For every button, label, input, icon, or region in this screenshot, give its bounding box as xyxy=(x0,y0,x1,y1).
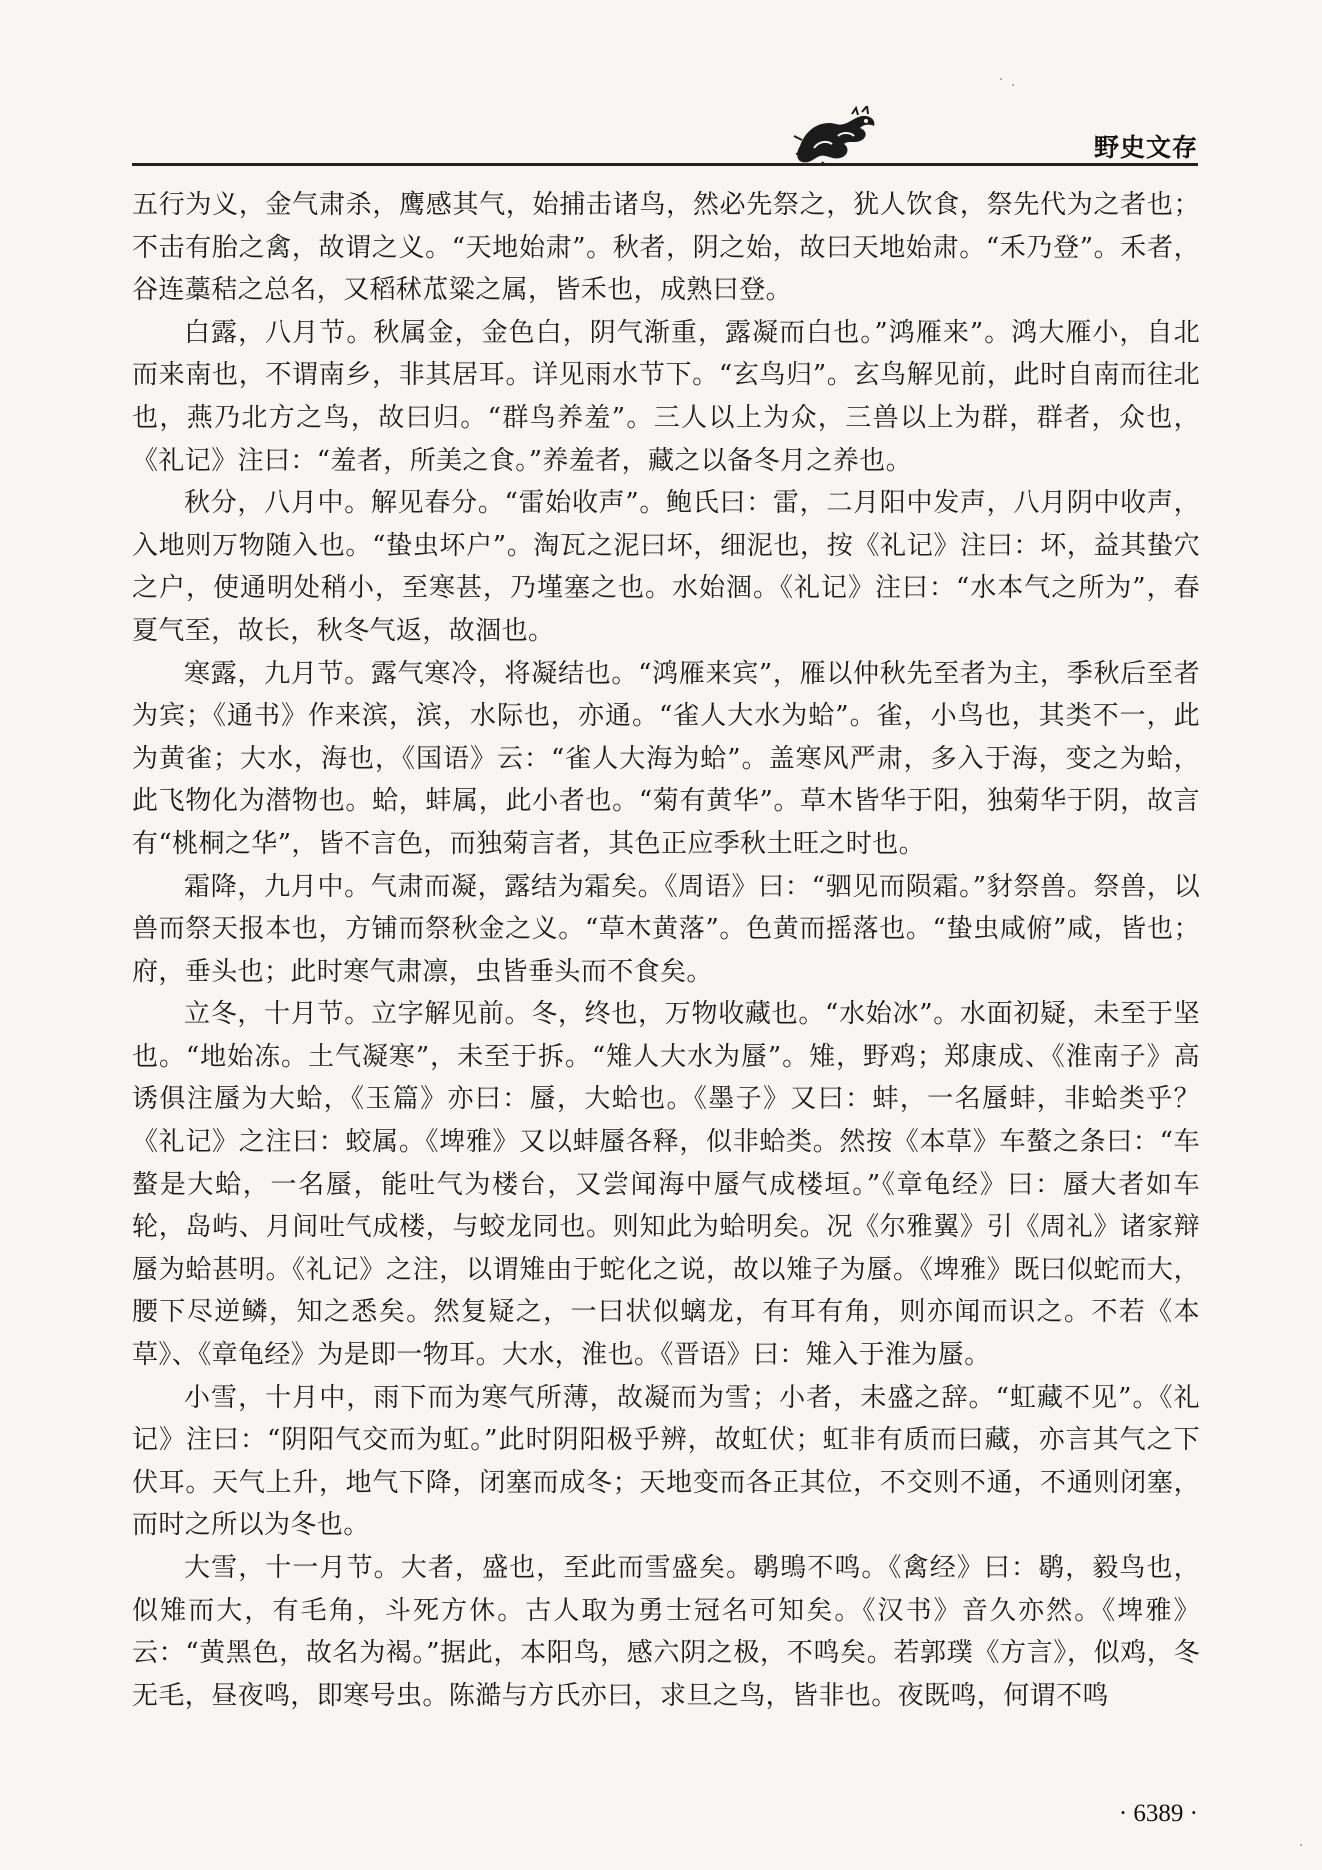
paragraph: 五行为义，金气肃杀，鹰感其气，始捕击诸鸟，然必先祭之，犹人饮食，祭先代为之者也；不击有胎之禽，故谓之义。“天地始肃”。秋者，阴之始，故曰天地始肃。“禾乃登”。禾者，谷连藁秸之总名，又稻秫苽粱之属，皆禾也，成熟曰登。 xyxy=(132,190,1200,306)
dragon-icon xyxy=(792,106,882,166)
paragraph: 白露，八月节。秋属金，金色白，阴气渐重，露凝而白也。”鸿雁来”。鸿大雁小，自北而来南也，不谓南乡，非其居耳。详见雨水节下。“玄鸟归”。玄鸟解见前，此时自南而往北也，燕乃北方之鸟，故曰归。“群鸟养羞”。三人以上为众，三兽以上为群，群者，众也，《礼记》注曰：“羞者，所美之食。”养羞者，藏之以备冬月之养也。 xyxy=(132,317,1200,476)
header-title: 野史文存 xyxy=(1093,133,1198,162)
scan-speck xyxy=(1000,78,1002,80)
page-header xyxy=(132,100,1198,166)
scan-speck xyxy=(1300,1844,1302,1846)
paragraph: 大雪，十一月节。大者，盛也，至此而雪盛矣。鹖鴠不鸣。《禽经》曰：鹖，毅鸟也，似雉而大，有毛角，斗死方休。古人取为勇士冠名可知矣。《汉书》音久亦然。《埤雅》云：“黄黑色，故名为褐。”据此，本阳鸟，感六阴之极，不鸣矣。若郭璞《方言》，似鸡，冬无毛，昼夜鸣，即寒号虫。陈澔与方氏亦曰，求旦之鸟，皆非也。夜既鸣，何谓不鸣 xyxy=(132,1553,1200,1711)
page-number: · 6389 · xyxy=(1118,1800,1198,1827)
paragraph: 霜降，九月中。气肃而凝，露结为霜矣。《周语》曰：“驷见而陨霜。”豺祭兽。祭兽，以兽而祭天报本也，方铺而祭秋金之义。“草木黄落”。色黄而摇落也。“蛰虫咸俯”咸，皆也；府，垂头也；此时寒气肃凛，虫皆垂头而不食矣。 xyxy=(132,871,1200,987)
scan-speck xyxy=(1012,84,1014,86)
header-rule xyxy=(132,163,1198,166)
paragraph: 立冬，十月节。立字解见前。冬，终也，万物收藏也。“水始冰”。水面初疑，未至于坚也。“地始冻。土气凝寒”，未至于拆。“雉人大水为蜃”。雉，野鸡；郑康成、《淮南子》高诱俱注蜃为大蛤，《玉篇》亦曰：蜃，大蛤也。《墨子》又曰：蚌，一名蜃蚌，非蛤类乎？《礼记》之注曰：蛟属。《埤雅》又以蚌蜃各释，似非蛤类。然按《本草》车螯之条曰：“车螯是大蛤，一名蜃，能吐气为楼台，又尝闻海中蜃气成楼垣。”《章龟经》曰：蜃大者如车轮，岛屿、月间吐气成楼，与蛟龙同也。则知此为蛤明矣。况《尔雅翼》引《周礼》诸家辩蜃为蛤甚明。《礼记》之注，以谓雉由于蛇化之说，故以雉子为蜃。《埤雅》既曰似蛇而大，腰下尽逆鳞，知之悉矣。然复疑之，一曰状似螭龙，有耳有角，则亦闻而识之。不若《本草》、《章龟经》为是即一物耳。大水，淮也。《晋语》曰：雉入于淮为蜃。 xyxy=(132,999,1200,1371)
page-body xyxy=(132,184,1200,1717)
paragraph: 秋分，八月中。解见春分。“雷始收声”。鲍氏曰：雷，二月阳中发声，八月阴中收声，入地则万物随入也。“蛰虫坏户”。淘瓦之泥曰坏，细泥也，按《礼记》注曰：坏，益其蛰穴之户，使通明处稍小，至寒甚，乃墐塞之也。水始涸。《礼记》注曰：“水本气之所为”，春夏气至，故长，秋冬气返，故涸也。 xyxy=(132,488,1200,646)
paragraph: 小雪，十月中，雨下而为寒气所薄，故凝而为雪；小者，未盛之辞。“虹藏不见”。《礼记》注曰：“阴阳气交而为虹。”此时阴阳极乎辨，故虹伏；虹非有质而曰藏，亦言其气之下伏耳。天气上升，地气下降，闭塞而成冬；天地变而各正其位，不交则不通，不通则闭塞，而时之所以为冬也。 xyxy=(132,1382,1200,1541)
paragraph: 寒露，九月节。露气寒冷，将凝结也。“鸿雁来宾”，雁以仲秋先至者为主，季秋后至者为宾；《通书》作来滨，滨，水际也，亦通。“雀人大水为蛤”。雀，小鸟也，其类不一，此为黄雀；大水，海也，《国语》云：“雀人大海为蛤”。盖寒风严肃，多入于海，变之为蛤，此飞物化为潜物也。蛤，蚌属，此小者也。“菊有黄华”。草木皆华于阳，独菊华于阴，故言有“桃桐之华”，皆不言色，而独菊言者，其色正应季秋土旺之时也。 xyxy=(132,658,1200,859)
